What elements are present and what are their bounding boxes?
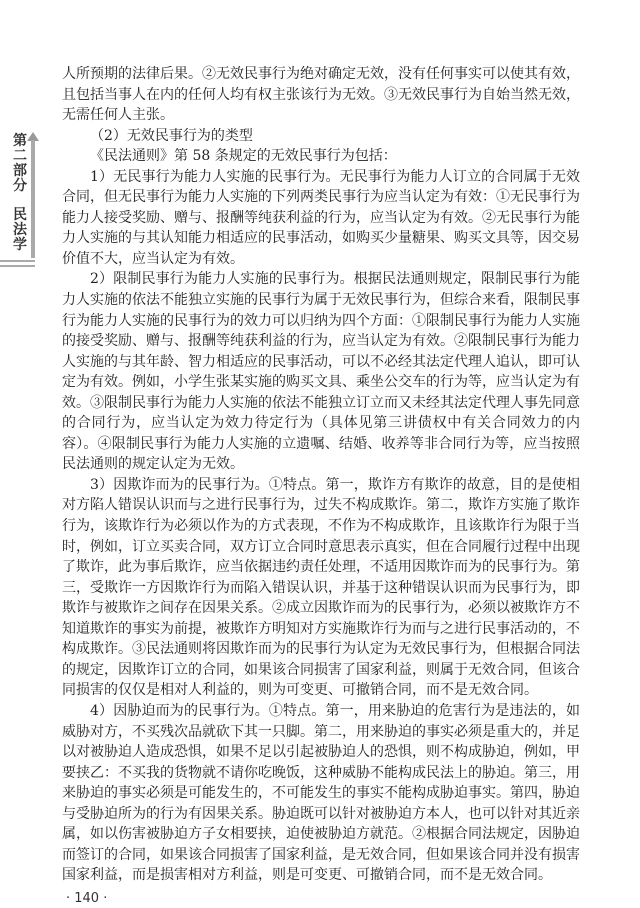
side-divider xyxy=(0,265,35,267)
side-tab-part xyxy=(12,134,28,194)
side-tab-char: 法 xyxy=(13,222,27,238)
side-tab-char: 二 xyxy=(13,148,27,164)
side-tab-char: 第 xyxy=(13,133,27,149)
page-number: · 140 · xyxy=(66,890,108,906)
side-tab-char: 分 xyxy=(13,178,27,194)
side-divider xyxy=(0,260,35,262)
paragraph: 4）因胁迫而为的民事行为。①特点。第一，用来胁迫的危害行为是违法的，如威胁对方，不买残次品就砍下其一只脚。第二，用来胁迫的事实必须是重大的，并足以对被胁迫人造成恐惧，如果不足以引起被胁迫人的恐惧，则不构成胁迫，例如，甲要挟乙：不买我的货物就不请你吃晚饭，这种威胁不能构成民法上的胁迫。第三，用来胁迫的事实必须是可能发生的，不可能发生的事实不能构成胁迫事实。第四，胁迫与受胁迫所为的行为有因果关系。胁迫既可以针对被胁迫方本人，也可以针对其近亲属，如以伤害被胁迫方子女相要挟，迫使被胁迫方就范。②根据合同法规定，因胁迫而签订的合同，如果该合同损害了国家利益，是无效合同，但如果该合同并没有损害国家利益，而是损害相对方利益，则是可变更、可撤销合同，而不是无效合同。 xyxy=(62,702,580,884)
section-heading: （2）无效民事行为的类型 xyxy=(90,127,253,144)
paragraph: 《民法通则》第 58 条规定的无效民事行为包括： xyxy=(90,148,397,165)
side-tab-subject xyxy=(12,208,28,253)
paragraph: 1）无民事行为能力人实施的民事行为。无民事行为能力人订立的合同属于无效合同，但无民事行为能力人实施的下列两类民事行为应当认定为有效：①无民事行为能力人接受奖励、赠与、报酬等纯获利益的行为，应当认定为有效。②无民事行为能力人实施的与其认知能力相适应的民事活动，如购买少量糖果、购买文具等，因交易价值不大，应当认定为有效。 xyxy=(62,168,580,267)
side-tab-char: 民 xyxy=(13,207,27,223)
body-text xyxy=(62,64,580,908)
paragraph: 2）限制民事行为能力人实施的民事行为。根据民法通则规定，限制民事行为能力人实施的依法不能独立实施的民事行为属于无效民事行为，但综合来看，限制民事行为能力人实施的民事行为的效力可以归纳为四个方面：①限制民事行为能力人实施的接受奖励、赠与、报酬等纯获利益的行为，应当认定为有效。②限制民事行为能力人实施的与其年龄、智力相适应的民事活动，可以不必经其法定代理人追认，即可认定为有效。例如，小学生张某实施的购买文具、乘坐公交车的行为等，应当认定为有效。③限制民事行为能力人实施的依法不能独立订立而又未经其法定代理人事先同意的合同行为，应当认定为效力待定行为（具体见第三讲债权中有关合同效力的内容）。④限制民事行为能力人实施的立遗嘱、结婚、收养等非合同行为等，应当按照民法通则的规定认定为无效。 xyxy=(62,271,580,473)
section-side-tab xyxy=(12,134,32,253)
side-tab-char: 部 xyxy=(13,163,27,179)
paragraph: 人所预期的法律后果。②无效民事行为绝对确定无效，没有任何事实可以使其有效，且包括当事人在内的任何人均有权主张该行为无效。③无效民事行为自始当然无效，无需任何人主张。 xyxy=(62,66,580,124)
paragraph: 3）因欺诈而为的民事行为。①特点。第一，欺诈方有欺诈的故意，目的是使相对方陷人错误认识而与之进行民事行为，过失不构成欺诈。第二，欺诈方实施了欺诈行为，该欺诈行为必须以作为的方式表现，不作为不构成欺诈，且该欺诈行为限于当时，例如，订立买卖合同，双方订立合同时意思表示真实，但在合同履行过程中出现了欺诈，此为事后欺诈，应当依据违约责任处理，不适用因欺诈而为的民事行为。第三，受欺诈一方因欺诈行为而陷入错误认识，并基于这种错误认识而为民事行为，即欺诈与被欺诈之间存在因果关系。②成立因欺诈而为的民事行为，必须以被欺诈方不知道欺诈的事实为前提，被欺诈方明知对方实施欺诈行为而与之进行民事活动的，不构成欺诈。③民法通则将因欺诈而为的民事行为认定为无效民事行为，但根据合同法的规定，因欺诈订立的合同，如果该合同损害了国家利益，则属于无效合同，但该合同损害的仅仅是相对人利益的，则为可变更、可撤销合同，而不是无效合同。 xyxy=(62,476,580,699)
side-tab-char: 学 xyxy=(13,237,27,253)
